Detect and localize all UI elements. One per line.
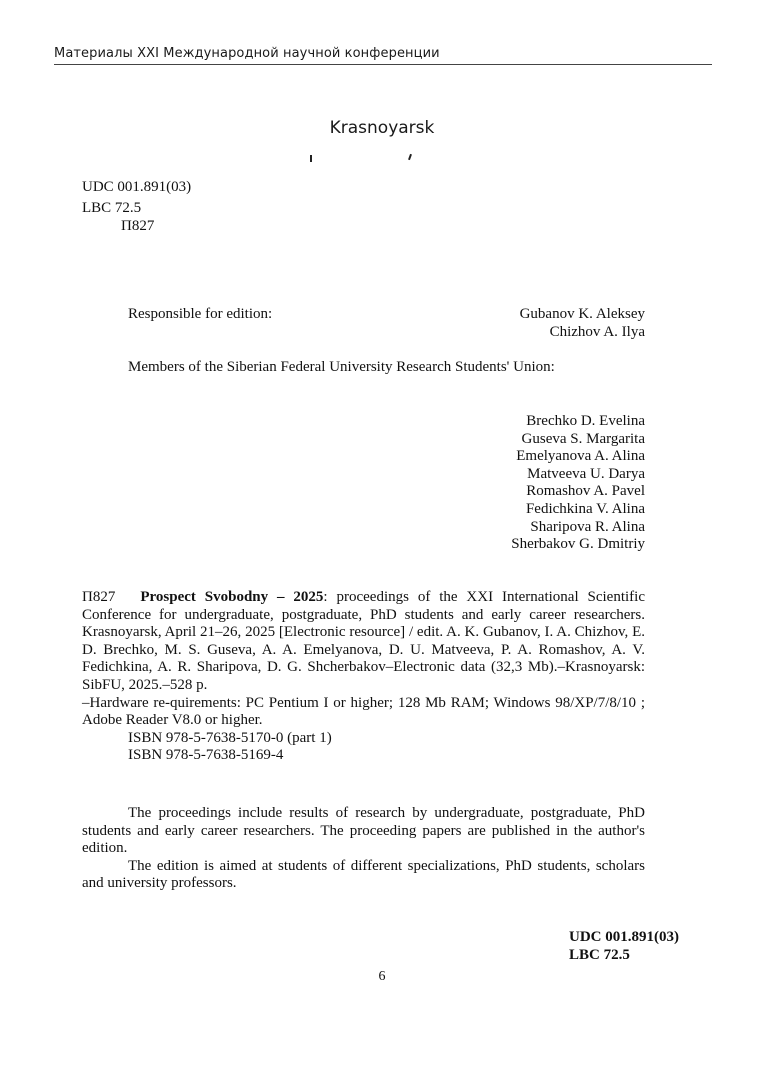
description-code: П827: [82, 589, 116, 605]
year-fragment-left-mark: [310, 155, 312, 162]
year-fragment-right-mark: [408, 154, 412, 160]
isbn: ISBN 978-5-7638-5169-4: [128, 747, 284, 764]
member-name: Sharipova R. Alina: [530, 518, 645, 535]
author-mark: П827: [121, 218, 155, 234]
running-header: Материалы XXI Международной научной конференции: [54, 46, 440, 61]
bibliographic-description: [82, 589, 645, 765]
member-name: Emelyanova A. Alina: [516, 448, 645, 465]
udc-code: UDC 001.891(03): [82, 179, 192, 195]
responsible-label: Responsible for edition:: [128, 306, 273, 322]
lbc-code: LBC 72.5: [82, 200, 142, 216]
isbn-part: ISBN 978-5-7638-5170-0 (part 1): [128, 729, 332, 746]
bottom-lbc: LBC 72.5: [569, 946, 630, 963]
header-divider: [54, 64, 712, 65]
member-name: Brechko D. Evelina: [526, 413, 645, 429]
members-heading: Members of the Siberian Federal University Research Students' Union:: [128, 359, 555, 375]
description-title: Prospect Svobodny – 2025: [140, 589, 324, 605]
responsible-editor: Gubanov K. Aleksey: [519, 306, 645, 322]
member-name: Matveeva U. Darya: [527, 465, 645, 482]
bottom-classification: [569, 929, 679, 964]
member-name: Sherbakov G. Dmitriy: [511, 536, 645, 553]
abstract: [82, 805, 645, 893]
cropped-year-fragment: [0, 152, 764, 166]
member-name: Romashov A. Pavel: [526, 483, 645, 500]
member-name: Guseva S. Margarita: [521, 430, 645, 447]
abstract-paragraph: The proceedings include results of research by undergraduate, postgraduate, PhD students and early career researchers. The proceeding papers are published in the author's edition.: [82, 805, 645, 857]
hardware-requirements: –Hardware re-quirements: PC Pentium I or higher; 128 Mb RAM; Windows 98/XP/7/8/10 ; Adobe Reader V8.0 or higher.: [82, 694, 645, 729]
responsible-editor: Chizhov A. Ilya: [549, 324, 645, 340]
members-list: [345, 413, 645, 554]
member-name: Fedichkina V. Alina: [525, 500, 645, 517]
city-title: Krasnoyarsk: [329, 118, 435, 138]
page-number: 6: [378, 969, 386, 984]
description-body: : proceedings of the XXI International Scientific Conference for undergraduate, postgraduate, PhD students and early career researchers. Krasnoyarsk, April 21–26, 2025 [Electronic resource] / edit. A. K. Gubanov, I. A. Chizhov, E. D. Brechko, M. S. Guseva, A. A. Emelyanova, D. U. Matveeva, P. A. Romashov, A. V. Fedichkina, A. R. Sharipova, D. G. Shcherbakov–Electronic data (32,3 Mb).–Krasnoyarsk: SibFU, 2025.–528 p.: [82, 589, 645, 693]
description-paragraph: [82, 589, 645, 695]
bottom-udc: UDC 001.891(03): [569, 929, 679, 945]
abstract-paragraph: The edition is aimed at students of different specializations, PhD students, scholars and university professors.: [82, 857, 645, 892]
